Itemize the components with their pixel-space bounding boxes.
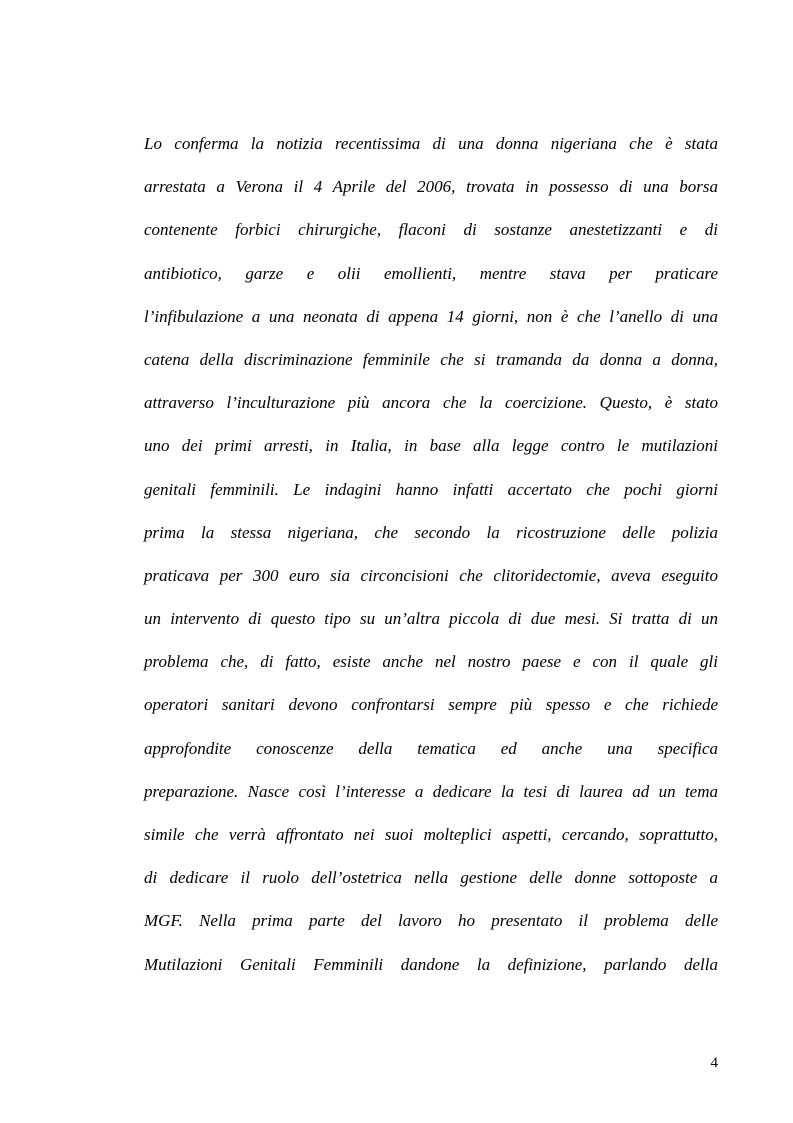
text-line-5: l’infibulazione a una neonata di appena 14 giorni, non è che l’anello di una [144, 306, 718, 326]
text-line-9: genitali femminili. Le indagini hanno infatti accertato che pochi giorni [144, 479, 718, 499]
text-line-2: arrestata a Verona il 4 Aprile del 2006, trovata in possesso di una borsa [144, 177, 718, 197]
text-line-13: problema che, di fatto, esiste anche nel nostro paese e con il quale gli [144, 652, 718, 672]
text-line-15: approfondite conoscenze della tematica ed anche una specifica [144, 738, 718, 758]
text-line-1: Lo conferma la notizia recentissima di una donna nigeriana che è stata [144, 134, 718, 153]
text-line-18: di dedicare il ruolo dell’ostetrica nella gestione delle donne sottoposte a [144, 868, 718, 888]
text-line-3: contenente forbici chirurgiche, flaconi di sostanze anestetizzanti e di [144, 220, 718, 240]
text-line-8: uno dei primi arresti, in Italia, in base alla legge contro le mutilazioni [144, 436, 718, 456]
text-line-20: Mutilazioni Genitali Femminili dandone la definizione, parlando della [144, 954, 718, 974]
text-line-4: antibiotico, garze e olii emollienti, mentre stava per praticare [144, 263, 718, 283]
text-line-14: operatori sanitari devono confrontarsi sempre più spesso e che richiede [144, 695, 718, 715]
text-line-6: catena della discriminazione femminile che si tramanda da donna a donna, [144, 349, 718, 369]
body-paragraph [144, 130, 718, 994]
text-line-16: preparazione. Nasce così l’interesse a dedicare la tesi di laurea ad un tema [144, 781, 718, 801]
page-number: 4 [710, 1055, 718, 1071]
text-line-17: simile che verrà affrontato nei suoi molteplici aspetti, cercando, soprattutto, [144, 825, 718, 844]
text-line-7: attraverso l’inculturazione più ancora che la coercizione. Questo, è stato [144, 393, 718, 413]
text-line-10: prima la stessa nigeriana, che secondo la ricostruzione delle polizia [144, 522, 718, 542]
text-line-19: MGF. Nella prima parte del lavoro ho presentato il problema delle [144, 911, 718, 931]
text-line-12: un intervento di questo tipo su un’altra piccola di due mesi. Si tratta di un [144, 609, 718, 629]
text-line-11: praticava per 300 euro sia circoncisioni che clitoridectomie, aveva eseguito [144, 565, 718, 585]
